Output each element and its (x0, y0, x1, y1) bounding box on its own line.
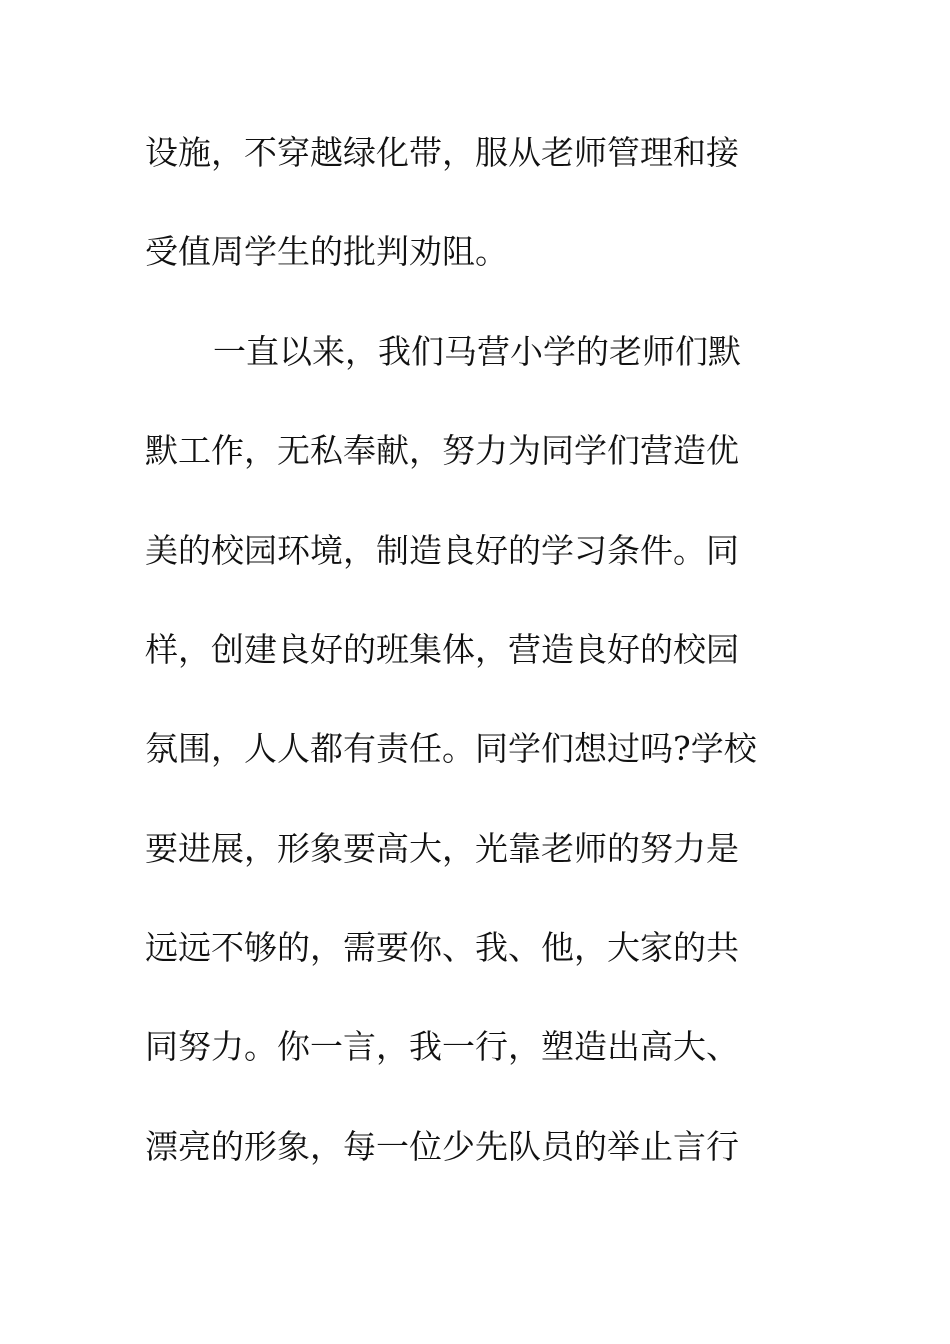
text-line: 氛围，人人都有责任。同学们想过吗?学校 (145, 729, 757, 768)
text-line: 同努力。你一言，我一行，塑造出高大、 (145, 1027, 739, 1066)
text-line: 样，创建良好的班集体，营造良好的校园 (145, 630, 739, 669)
text-line: 要进展，形象要高大，光靠老师的努力是 (145, 829, 739, 868)
text-line: 美的校园环境，制造良好的学习条件。同 (145, 531, 739, 570)
text-line: 设施，不穿越绿化带，服从老师管理和接 (145, 133, 739, 172)
paragraph-start-line: 一直以来，我们马营小学的老师们默 (213, 332, 741, 371)
text-line: 默工作，无私奉献，努力为同学们营造优 (145, 431, 739, 470)
text-line: 远远不够的，需要你、我、他，大家的共 (145, 928, 739, 967)
text-line: 漂亮的形象，每一位少先队员的举止言行 (145, 1127, 739, 1166)
text-line: 受值周学生的批判劝阻。 (145, 232, 508, 271)
